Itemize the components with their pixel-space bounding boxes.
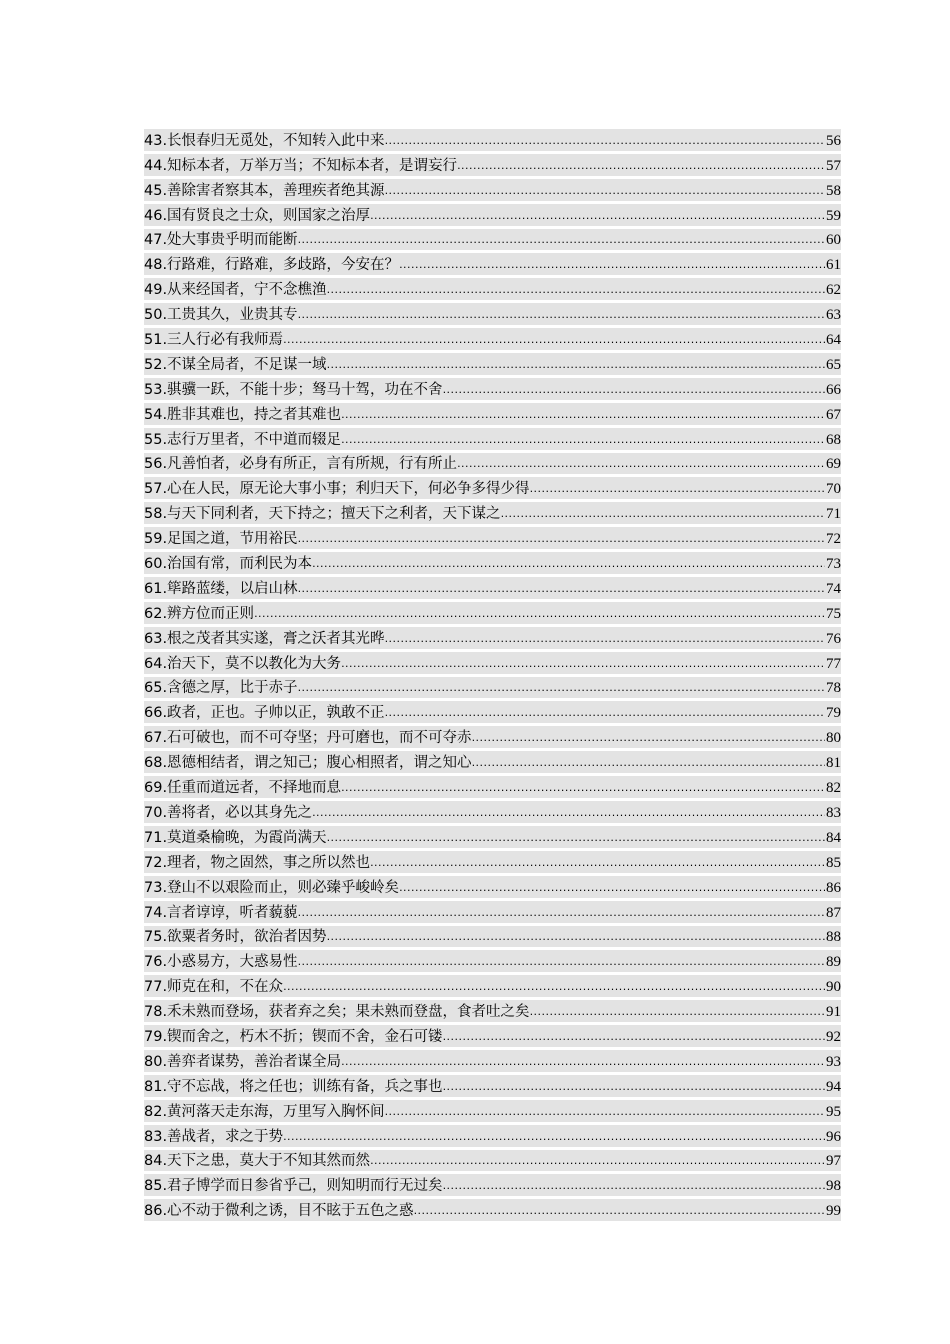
toc-dot-leader xyxy=(298,952,825,972)
toc-entry-title: 79.锲而舍之，朽木不折；锲而不舍，金石可镂 xyxy=(144,1028,443,1045)
toc-entry-title: 58.与天下同利者，天下持之；擅天下之利者，天下谋之 xyxy=(144,506,501,523)
toc-dot-leader xyxy=(327,355,825,375)
toc-entry-title: 72.理者，物之固然，事之所以然也 xyxy=(144,854,371,871)
toc-entry-page-number: 71 xyxy=(826,506,841,523)
toc-entry-page-number: 99 xyxy=(826,1203,841,1220)
toc-entry-title: 68.恩德相结者，谓之知己；腹心相照者，谓之知心 xyxy=(144,755,472,772)
toc-dot-leader xyxy=(298,305,825,325)
toc-entry[interactable] xyxy=(144,624,841,649)
toc-entry[interactable] xyxy=(144,400,841,425)
toc-entry[interactable] xyxy=(144,1196,841,1221)
toc-dot-leader xyxy=(341,405,825,425)
toc-entry-title: 45.善除害者察其本，善理疾者绝其源 xyxy=(144,182,385,199)
toc-entry-page-number: 93 xyxy=(826,1053,841,1070)
toc-entry-page-number: 73 xyxy=(826,556,841,573)
toc-entry[interactable] xyxy=(144,1072,841,1097)
toc-entry-title: 62.辨方位而正则 xyxy=(144,605,255,622)
toc-entry-page-number: 62 xyxy=(826,282,841,299)
toc-entry[interactable] xyxy=(144,748,841,773)
toc-entry-page-number: 77 xyxy=(826,655,841,672)
toc-entry-title: 82.黄河落天走东海，万里写入胸怀间 xyxy=(144,1103,385,1120)
toc-entry[interactable] xyxy=(144,972,841,997)
toc-dot-leader xyxy=(341,430,825,450)
toc-entry-title: 84.天下之患，莫大于不知其然而然 xyxy=(144,1153,371,1170)
toc-entry-page-number: 78 xyxy=(826,680,841,697)
toc-entry-title: 46.国有贤良之士众，则国家之治厚 xyxy=(144,207,371,224)
toc-entry-title: 67.石可破也，而不可夺坚；丹可磨也，而不可夺赤 xyxy=(144,730,472,747)
toc-entry-page-number: 68 xyxy=(826,431,841,448)
toc-entry[interactable] xyxy=(144,1022,841,1047)
toc-entry-page-number: 57 xyxy=(826,157,841,174)
toc-dot-leader xyxy=(370,206,825,226)
toc-entry[interactable] xyxy=(144,1147,841,1172)
toc-entry[interactable] xyxy=(144,425,841,450)
toc-entry-page-number: 65 xyxy=(826,356,841,373)
toc-dot-leader xyxy=(457,454,825,474)
toc-entry[interactable] xyxy=(144,898,841,923)
toc-entry-page-number: 83 xyxy=(826,804,841,821)
toc-entry-title: 57.心在人民，原无论大事小事；利归天下，何必争多得少得 xyxy=(144,481,530,498)
toc-entry-title: 60.治国有常，而利民为本 xyxy=(144,556,313,573)
toc-entry-page-number: 81 xyxy=(826,755,841,772)
toc-dot-leader xyxy=(385,1102,825,1122)
toc-entry[interactable] xyxy=(144,275,841,300)
toc-entry-page-number: 86 xyxy=(826,879,841,896)
toc-entry[interactable] xyxy=(144,823,841,848)
toc-entry[interactable] xyxy=(144,350,841,375)
toc-dot-leader xyxy=(457,156,825,176)
toc-dot-leader xyxy=(327,828,825,848)
toc-entry-page-number: 89 xyxy=(826,954,841,971)
toc-entry-title: 56.凡善怕者，必身有所正，言有所规，行有所止 xyxy=(144,456,458,473)
toc-entry-title: 55.志行万里者，不中道而辍足 xyxy=(144,431,342,448)
toc-entry-page-number: 70 xyxy=(826,481,841,498)
toc-dot-leader xyxy=(341,778,825,798)
toc-entry[interactable] xyxy=(144,499,841,524)
toc-entry-page-number: 56 xyxy=(826,132,841,149)
toc-dot-leader xyxy=(385,131,825,151)
toc-entry[interactable] xyxy=(144,1097,841,1122)
toc-dot-leader xyxy=(530,479,825,499)
toc-entry-title: 43.长恨春归无觅处，不知转入此中来 xyxy=(144,132,385,149)
toc-entry[interactable] xyxy=(144,873,841,898)
toc-entry[interactable] xyxy=(144,599,841,624)
toc-entry[interactable] xyxy=(144,698,841,723)
toc-entry[interactable] xyxy=(144,1047,841,1072)
toc-entry-title: 69.任重而道远者，不择地而息 xyxy=(144,780,342,797)
toc-entry[interactable] xyxy=(144,151,841,176)
toc-dot-leader xyxy=(399,255,825,275)
toc-entry-page-number: 66 xyxy=(826,381,841,398)
toc-entry-page-number: 60 xyxy=(826,232,841,249)
toc-entry-title: 70.善将者，必以其身先之 xyxy=(144,804,313,821)
toc-entry-page-number: 98 xyxy=(826,1178,841,1195)
toc-dot-leader xyxy=(472,728,825,748)
toc-entry[interactable] xyxy=(144,201,841,226)
toc-entry-title: 66.政者，正也。子帅以正，孰敢不正 xyxy=(144,705,385,722)
toc-entry-page-number: 61 xyxy=(826,257,841,274)
toc-entry-title: 83.善战者，求之于势 xyxy=(144,1128,284,1145)
toc-entry-title: 52.不谋全局者，不足谋一域 xyxy=(144,356,327,373)
toc-entry-title: 44.知标本者，万举万当；不知标本者，是谓妄行 xyxy=(144,157,458,174)
toc-dot-leader xyxy=(312,803,825,823)
toc-dot-leader xyxy=(472,753,825,773)
toc-entry-page-number: 95 xyxy=(826,1103,841,1120)
toc-dot-leader xyxy=(312,554,825,574)
toc-entry-page-number: 96 xyxy=(826,1128,841,1145)
toc-entry[interactable] xyxy=(144,450,841,475)
toc-entry-title: 50.工贵其久，业贵其专 xyxy=(144,307,298,324)
toc-entry[interactable] xyxy=(144,773,841,798)
toc-dot-leader xyxy=(298,678,825,698)
toc-entry-title: 63.根之茂者其实遂，膏之沃者其光晔 xyxy=(144,630,385,647)
toc-dot-leader xyxy=(370,853,825,873)
toc-entry-title: 71.莫道桑榆晚，为霞尚满天 xyxy=(144,829,327,846)
toc-dot-leader xyxy=(443,380,825,400)
toc-entry-title: 61.筚路蓝缕，以启山林 xyxy=(144,580,298,597)
toc-entry[interactable] xyxy=(144,848,841,873)
toc-dot-leader xyxy=(341,1052,825,1072)
toc-entry-title: 81.守不忘战，将之任也；训练有备，兵之事也 xyxy=(144,1078,443,1095)
toc-entry-title: 64.治天下，莫不以教化为大务 xyxy=(144,655,342,672)
toc-dot-leader xyxy=(443,1027,825,1047)
toc-dot-leader xyxy=(501,504,825,524)
toc-entry-page-number: 75 xyxy=(826,605,841,622)
toc-dot-leader xyxy=(327,280,825,300)
toc-entry[interactable] xyxy=(144,474,841,499)
toc-dot-leader xyxy=(298,903,825,923)
toc-entry[interactable] xyxy=(144,923,841,948)
toc-entry-title: 76.小惑易方，大惑易性 xyxy=(144,954,298,971)
toc-dot-leader xyxy=(399,878,825,898)
toc-entry-page-number: 91 xyxy=(826,1004,841,1021)
toc-entry-page-number: 74 xyxy=(826,580,841,597)
toc-entry-title: 49.从来经国者，宁不念樵渔 xyxy=(144,282,327,299)
toc-entry-title: 77.师克在和，不在众 xyxy=(144,979,284,996)
toc-entry[interactable] xyxy=(144,549,841,574)
toc-entry[interactable] xyxy=(144,1171,841,1196)
toc-entry-page-number: 97 xyxy=(826,1153,841,1170)
toc-entry[interactable] xyxy=(144,674,841,699)
toc-dot-leader xyxy=(341,654,825,674)
toc-entry-page-number: 67 xyxy=(826,406,841,423)
toc-entry-page-number: 58 xyxy=(826,182,841,199)
toc-entry-page-number: 87 xyxy=(826,904,841,921)
toc-dot-leader xyxy=(530,1002,825,1022)
toc-entry-title: 73.登山不以艰险而止，则必臻乎峻岭矣 xyxy=(144,879,400,896)
toc-entry-title: 47.处大事贵乎明而能断 xyxy=(144,232,298,249)
toc-entry-page-number: 94 xyxy=(826,1078,841,1095)
toc-dot-leader xyxy=(370,1151,825,1171)
toc-entry-page-number: 64 xyxy=(826,332,841,349)
toc-entry[interactable] xyxy=(144,649,841,674)
toc-dot-leader xyxy=(385,181,825,201)
toc-entry[interactable] xyxy=(144,723,841,748)
toc-dot-leader xyxy=(298,579,825,599)
toc-dot-leader xyxy=(254,604,825,624)
toc-entry-title: 59.足国之道，节用裕民 xyxy=(144,531,298,548)
toc-entry-page-number: 85 xyxy=(826,854,841,871)
toc-entry-page-number: 92 xyxy=(826,1028,841,1045)
toc-entry[interactable] xyxy=(144,798,841,823)
toc-entry[interactable] xyxy=(144,325,841,350)
toc-entry-title: 51.三人行必有我师焉 xyxy=(144,332,284,349)
toc-entry[interactable] xyxy=(144,300,841,325)
toc-entry-page-number: 72 xyxy=(826,531,841,548)
toc-entry-title: 78.禾未熟而登场，获者弃之矣；果未熟而登盘，食者吐之矣 xyxy=(144,1004,530,1021)
toc-entry-page-number: 80 xyxy=(826,730,841,747)
toc-entry[interactable] xyxy=(144,947,841,972)
toc-entry[interactable] xyxy=(144,176,841,201)
toc-dot-leader xyxy=(327,927,825,947)
toc-dot-leader xyxy=(298,529,825,549)
toc-entry-page-number: 76 xyxy=(826,630,841,647)
toc-entry[interactable] xyxy=(144,250,841,275)
toc-entry[interactable] xyxy=(144,524,841,549)
toc-dot-leader xyxy=(443,1077,825,1097)
toc-entry[interactable] xyxy=(144,997,841,1022)
toc-dot-leader xyxy=(283,977,825,997)
toc-dot-leader xyxy=(283,1127,825,1147)
toc-entry-title: 85.君子博学而日参省乎己，则知明而行无过矣 xyxy=(144,1178,443,1195)
toc-dot-leader xyxy=(385,629,825,649)
toc-entry-page-number: 63 xyxy=(826,307,841,324)
toc-entry-title: 54.胜非其难也，持之者其难也 xyxy=(144,406,342,423)
table-of-contents xyxy=(144,126,841,1221)
toc-dot-leader xyxy=(385,703,825,723)
toc-entry-page-number: 90 xyxy=(826,979,841,996)
toc-entry-page-number: 79 xyxy=(826,705,841,722)
toc-dot-leader xyxy=(298,230,825,250)
toc-entry-title: 48.行路难，行路难，多歧路，今安在？ xyxy=(144,257,400,274)
toc-entry[interactable] xyxy=(144,126,841,151)
toc-entry-title: 80.善弈者谋势，善治者谋全局 xyxy=(144,1053,342,1070)
toc-entry[interactable] xyxy=(144,574,841,599)
toc-entry-page-number: 84 xyxy=(826,829,841,846)
toc-dot-leader xyxy=(414,1201,825,1221)
toc-entry[interactable] xyxy=(144,375,841,400)
toc-entry[interactable] xyxy=(144,226,841,251)
toc-entry-page-number: 88 xyxy=(826,929,841,946)
toc-entry-page-number: 59 xyxy=(826,207,841,224)
toc-entry-title: 75.欲粟者务时，欲治者因势 xyxy=(144,929,327,946)
toc-entry-title: 74.言者谆谆，听者藐藐 xyxy=(144,904,298,921)
toc-dot-leader xyxy=(283,330,825,350)
toc-entry-title: 65.含德之厚，比于赤子 xyxy=(144,680,298,697)
toc-entry[interactable] xyxy=(144,1122,841,1147)
toc-entry-title: 86.心不动于微利之诱，目不眩于五色之惑 xyxy=(144,1203,414,1220)
toc-entry-page-number: 69 xyxy=(826,456,841,473)
toc-dot-leader xyxy=(443,1176,825,1196)
toc-entry-page-number: 82 xyxy=(826,780,841,797)
toc-entry-title: 53.骐骥一跃，不能十步；驽马十驾，功在不舍 xyxy=(144,381,443,398)
